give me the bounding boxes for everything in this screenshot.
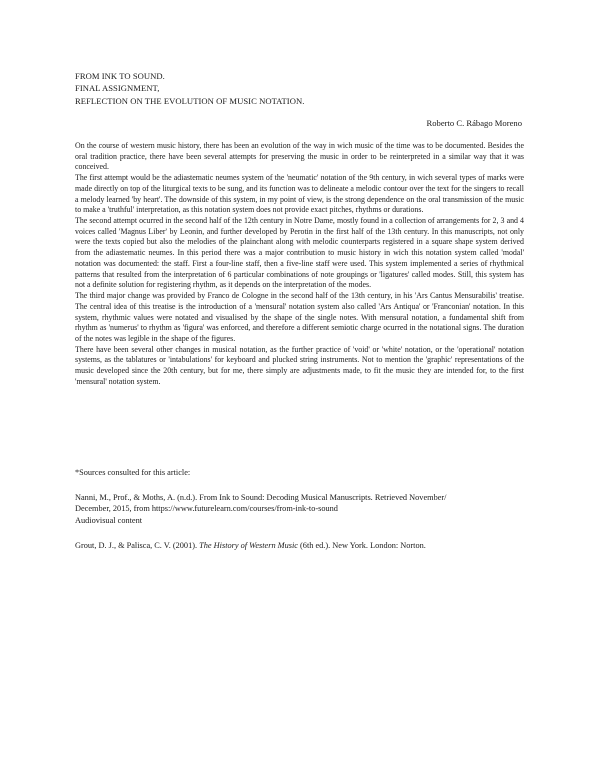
reference-grout-authors: Grout, D. J., & Palisca, C. V. (2001).: [75, 541, 200, 550]
reference-grout-publisher: (6th ed.). New York. London: Norton.: [297, 541, 426, 550]
paragraph-mensural: The third major change was provided by Franco de Cologne in the second half of the 13th century, in his 'Ars Cantus Mensurabilis' treatise. The central idea of this treatise is the introduction of a 'mensural' notation system also called 'Ars Antiqua' or 'Franconian' notation. In this system, rhythmic values were notated and visualised by the shape of the single notes. With mensural notation, a fundamental shift from rhythm as 'numerus' to rhythm as 'figura' was enforced, and therefore a different semiotic charge ocurred in the notational signs. The duration of the notes was legible in the shape of the figures.: [75, 291, 524, 343]
header-assignment-line: FINAL ASSIGNMENT,: [75, 83, 160, 94]
reference-nanni-line3: Audiovisual content: [75, 515, 143, 525]
article-body: [75, 141, 524, 388]
reference-nanni-line2: December, 2015, from https://www.futurelearn.com/courses/from-ink-to-sound: [75, 504, 338, 514]
paragraph-other-changes: There have been several other changes in musical notation, as the further practice of 'void' or 'white' notation, or the 'operational' notation systems, as the tablatures or 'intabulations' for keyboard and plucked string instruments. Not to mention the 'graphic' representations of the music developed since the 20th century, but for me, there simply are adjustments made, to fit the music they are intended for, to the first 'mensural' notation system.: [75, 344, 524, 386]
reference-grout-title: The History of Western Music: [199, 541, 298, 550]
paragraph-neumatic: The first attempt would be the adiastematic neumes system of the 'neumatic' notation of the 9th century, in wich several types of marks were made directly on top of the liturgical texts to be sung, and its function was to delineate a melodic contour over the text for the singers to recall a melody learned 'by heart'. The downside of this system, in my point of view, is the strong dependence on the oral transmission of the music to make a 'truthful' interpretation, as this notation system does not provide exact pitches, rhythms or durations.: [75, 173, 524, 215]
reference-nanni: [75, 492, 527, 526]
header-subject-line: REFLECTION ON THE EVOLUTION OF MUSIC NOTATION.: [75, 95, 305, 106]
header-title-line: FROM INK TO SOUND.: [75, 71, 165, 81]
paragraph-modal: The second attempt ocurred in the second half of the 12th century in Notre Dame, mostly found in a collection of arrangements for 2, 3 and 4 voices called 'Magnus Liber' by Leonin, and further developed by Perotin in the first half of the 13th century. In this manuscripts, not only were the texts copied but also the melodies of the plainchant along with melodic counterparts registered in a square shape system derived from the adiastematic neumes. In this period there was a major contribution to music history in wich this notation system called 'modal' notation was documented: the staff. First a four-line staff, then a five-line staff were used. This system implemented a series of rhythmical patterns that resulted from the interpretation of 6 particular combinations of note groupings or 'ligatures' called modes. Still, this system has not a definite solution for registering rhythm, as it depends on the interpretation of the modes.: [75, 216, 524, 290]
document-header: [75, 70, 535, 107]
author-name: Roberto C. Rábago Moreno: [426, 118, 522, 128]
reference-nanni-line1: Nanni, M., Prof., & Moths, A. (n.d.). From Ink to Sound: Decoding Musical Manuscripts. Retrieved November/: [75, 493, 447, 502]
sources-note: *Sources consulted for this article:: [75, 468, 191, 477]
reference-grout: [75, 540, 527, 551]
paragraph-intro: On the course of western music history, there has been an evolution of the way in wich music of the time was to be documented. Besides the oral tradition practice, there have been several attempts for preserving the music in order to be reinterpreted in a similar way that it was conceived.: [75, 141, 524, 172]
